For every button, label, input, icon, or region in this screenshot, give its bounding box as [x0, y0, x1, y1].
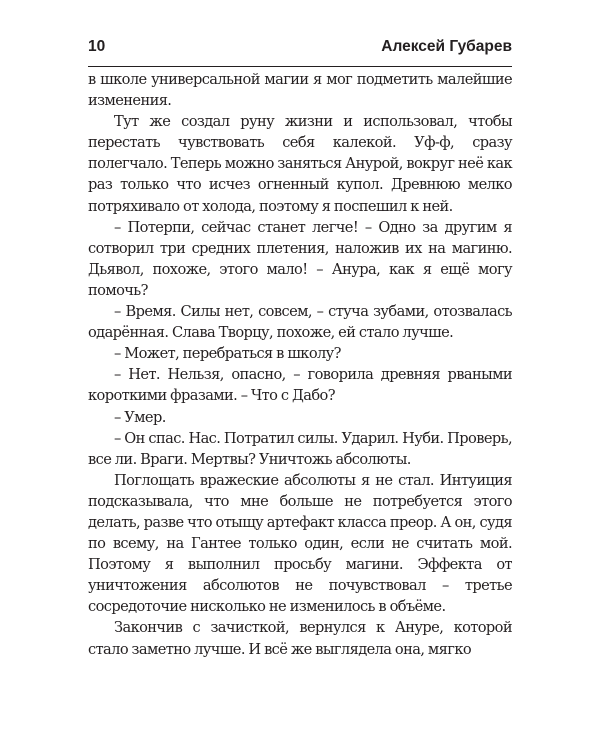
- paragraph: Поглощать вражеские абсолюты я не стал. Интуиция подсказывала, что мне больше не потребуется этого делать, разве что отыщу артефакт класса преор. А он, судя по всему, на Гантее только один, если не считать мой. Поэтому я выполнил просьбу магини. Эффекта от уничтожения абсолютов не почувствовал – третье сосредоточие нисколько не изменилось в объёме.: [88, 471, 512, 616]
- body-text: [88, 69, 512, 660]
- paragraph: в школе универсальной магии я мог подметить малейшие изменения.: [88, 71, 512, 110]
- paragraph: – Умер.: [114, 408, 166, 426]
- header-rule: [88, 66, 512, 67]
- paragraph: – Время. Силы нет, совсем, – стуча зубами, отозвалась одарённая. Слава Творцу, похоже, ей стало лучше.: [88, 303, 512, 342]
- page-number: 10: [88, 38, 106, 55]
- paragraph: – Может, перебраться в школу?: [114, 345, 341, 363]
- paragraph: – Он спас. Нас. Потратил силы. Ударил. Нуби. Проверь, все ли. Враги. Мертвы? Уничтожь абсолюты.: [88, 429, 512, 468]
- page-header: [88, 38, 512, 62]
- paragraph: – Нет. Нельзя, опасно, – говорила древняя рваными короткими фразами. – Что с Дабо?: [88, 366, 512, 405]
- paragraph: Тут же создал руну жизни и использовал, чтобы перестать чувствовать себя калекой. Уф-ф, сразу полегчало. Теперь можно заняться Анурой, вокруг неё как раз только что исчез огненный купол. Древнюю мелко потряхивало от холода, поэтому я поспешил к ней.: [88, 113, 512, 215]
- paragraph: – Потерпи, сейчас станет легче! – Одно за другим я сотворил три средних плетения, наложив их на магиню. Дьявол, похоже, этого мало! – Анура, как я ещё могу помочь?: [88, 218, 512, 299]
- paragraph: Закончив с зачисткой, вернулся к Ануре, которой стало заметно лучше. И всё же выглядела она, мягко: [88, 619, 512, 658]
- running-head-author: Алексей Губарев: [381, 38, 512, 55]
